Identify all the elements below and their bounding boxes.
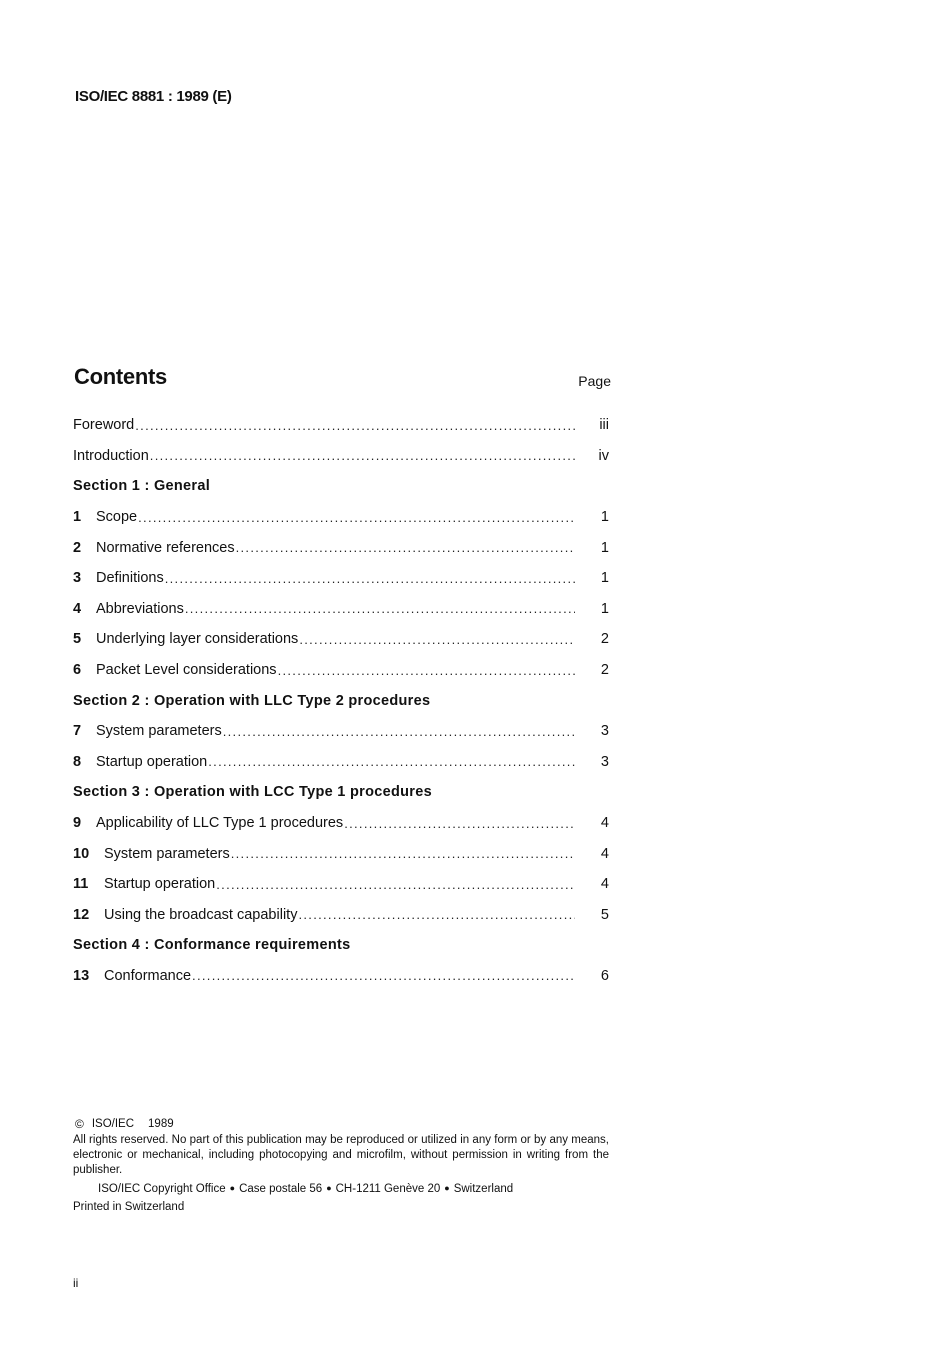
toc-section-heading: Section 1 : General	[73, 478, 211, 495]
toc-entry-page: iv	[598, 447, 609, 464]
toc-entry	[73, 410, 611, 441]
dot-leader	[278, 663, 575, 678]
toc-entry	[73, 838, 611, 869]
dot-leader	[208, 754, 575, 769]
dot-leader	[223, 724, 575, 739]
dot-leader	[344, 816, 575, 831]
toc-entry-number: 12	[73, 906, 90, 923]
toc-section-heading: Section 2 : Operation with LLC Type 2 procedures	[73, 692, 431, 709]
dot-leader	[138, 510, 575, 525]
toc-entry	[73, 747, 611, 778]
toc-entry-title: Underlying layer considerations	[96, 631, 299, 648]
dot-leader	[236, 540, 575, 555]
page-number: ii	[73, 1276, 79, 1290]
toc-entry-title: System parameters	[96, 723, 222, 740]
copyright-office-address	[73, 1181, 609, 1197]
office-city: CH-1211 Genève 20	[335, 1183, 441, 1195]
toc-entry-title: Applicability of LLC Type 1 procedures	[96, 815, 344, 832]
toc-entry-page: 4	[600, 876, 609, 893]
toc-entry-number: 2	[73, 539, 82, 556]
printed-in: Printed in Switzerland	[73, 1201, 185, 1213]
toc-entry-page: 1	[600, 539, 609, 556]
toc-entry	[73, 869, 611, 900]
dot-leader	[231, 846, 575, 861]
toc-entry-title: Foreword	[73, 417, 135, 434]
toc-entry-title: Using the broadcast capability	[104, 906, 298, 923]
toc-entry-title: Abbreviations	[96, 600, 184, 617]
office-country: Switzerland	[453, 1183, 514, 1195]
copyright-symbol: ©	[75, 1117, 84, 1131]
contents-header	[74, 364, 611, 394]
toc-entry	[73, 532, 611, 563]
toc-entry-title: Normative references	[96, 539, 235, 556]
table-of-contents	[73, 410, 611, 991]
office-postbox: Case postale 56	[239, 1183, 323, 1195]
contents-title: Contents	[74, 364, 167, 389]
toc-entry-page: 4	[600, 815, 609, 832]
toc-entry-number: 13	[73, 967, 90, 984]
copyright-block	[73, 1117, 609, 1215]
dot-leader	[216, 877, 575, 892]
toc-entry-title: Packet Level considerations	[96, 662, 277, 679]
copyright-line	[73, 1117, 609, 1132]
toc-entry-page: 2	[600, 631, 609, 648]
toc-entry-page: iii	[599, 417, 609, 434]
dot-leader	[150, 448, 575, 463]
toc-section-heading: Section 3 : Operation with LCC Type 1 procedures	[73, 784, 432, 801]
toc-entry	[73, 961, 611, 992]
bullet-icon: ●	[326, 1183, 332, 1193]
bullet-icon: ●	[229, 1183, 236, 1193]
toc-entry-number: 11	[73, 876, 89, 893]
dot-leader	[135, 418, 575, 433]
toc-entry-page: 1	[600, 509, 609, 526]
document-id: ISO/IEC 8881 : 1989 (E)	[75, 88, 232, 105]
dot-leader	[298, 907, 575, 922]
toc-entry-page: 6	[600, 967, 609, 984]
toc-entry-title: Conformance	[104, 967, 192, 984]
toc-entry-title: Scope	[96, 509, 138, 526]
toc-entry-title: Startup operation	[104, 876, 216, 893]
toc-entry-title: Startup operation	[96, 753, 208, 770]
toc-entry	[73, 900, 611, 931]
toc-entry	[73, 808, 611, 839]
toc-entry	[73, 716, 611, 747]
toc-entry-number: 10	[73, 845, 90, 862]
toc-entry	[73, 624, 611, 655]
toc-section-heading: Section 4 : Conformance requirements	[73, 937, 351, 954]
toc-entry-page: 2	[600, 662, 609, 679]
toc-entry	[73, 441, 611, 472]
toc-entry	[73, 502, 611, 533]
copyright-year: 1989	[148, 1118, 174, 1130]
toc-entry-title: Definitions	[96, 570, 164, 587]
toc-entry	[73, 655, 611, 686]
dot-leader	[299, 632, 575, 647]
toc-entry-title: Introduction	[73, 447, 149, 464]
toc-entry-page: 1	[600, 570, 609, 587]
copyright-holder: ISO/IEC	[91, 1118, 135, 1130]
toc-entry-page: 4	[600, 845, 609, 862]
toc-entry-number: 1	[73, 509, 82, 526]
toc-entry-number: 8	[73, 753, 82, 770]
toc-entry-page: 3	[600, 723, 609, 740]
dot-leader	[185, 601, 575, 616]
page-column-label: Page	[578, 373, 611, 389]
rights-statement: All rights reserved. No part of this publication may be reproduced or utilized in any form or by any means, electronic or mechanical, including photocopying and microfilm, without permission in writing from the publisher.	[73, 1134, 609, 1176]
toc-entry-number: 5	[73, 631, 82, 648]
toc-entry-page: 5	[600, 906, 609, 923]
office-name: ISO/IEC Copyright Office	[98, 1183, 226, 1195]
toc-entry-number: 6	[73, 662, 82, 679]
toc-entry	[73, 563, 611, 594]
toc-entry-number: 3	[73, 570, 82, 587]
toc-entry-page: 1	[600, 600, 609, 617]
toc-entry-title: System parameters	[104, 845, 230, 862]
dot-leader	[165, 571, 575, 586]
dot-leader	[192, 968, 575, 983]
toc-entry-number: 7	[73, 723, 82, 740]
bullet-icon: ●	[444, 1183, 450, 1193]
toc-entry-number: 4	[73, 600, 82, 617]
toc-entry-number: 9	[73, 815, 82, 832]
toc-entry-page: 3	[600, 753, 609, 770]
toc-entry	[73, 594, 611, 625]
